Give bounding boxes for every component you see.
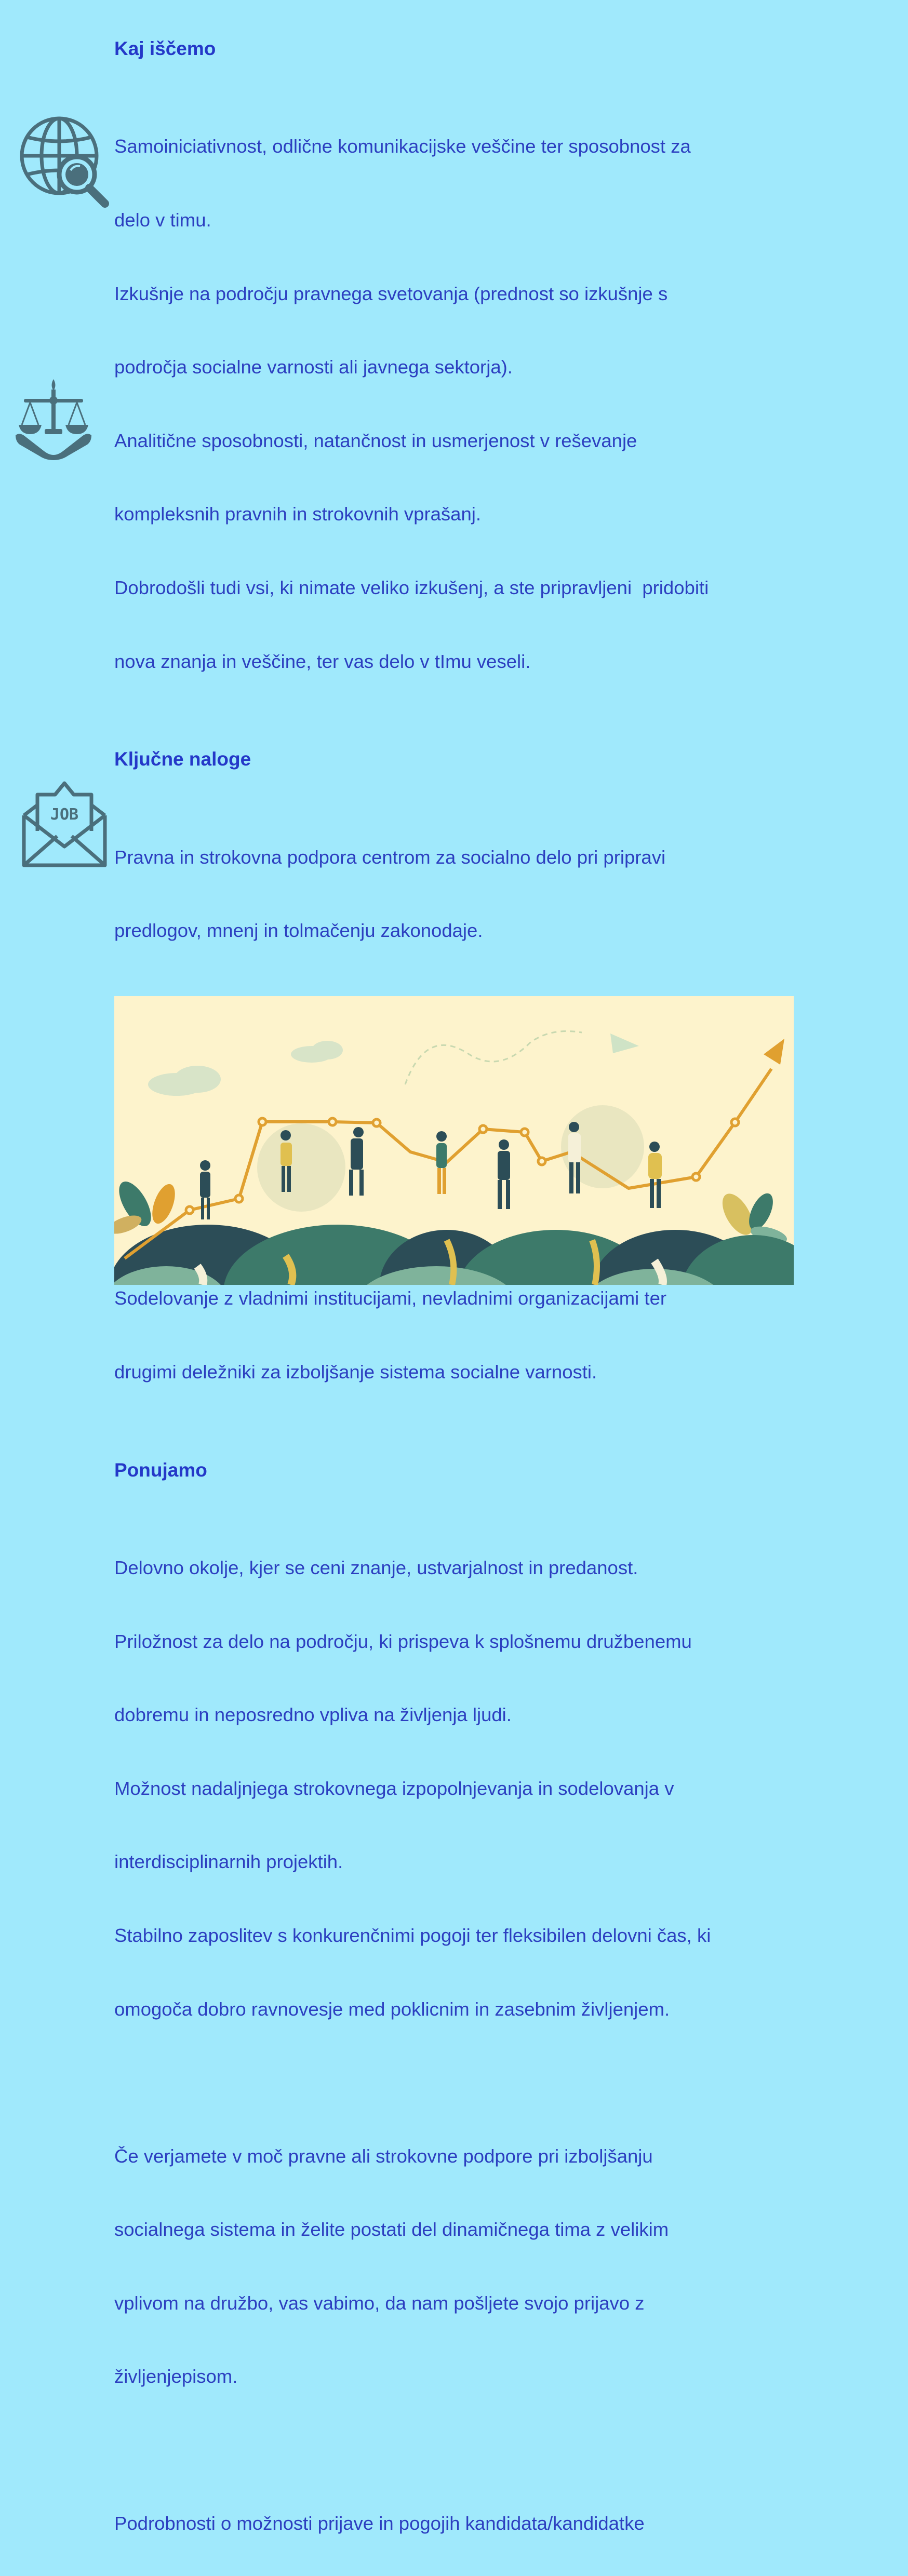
text-line: Pravna in strokovna podpora centrom za socialno delo pri pripravi bbox=[114, 846, 666, 868]
global-search-icon bbox=[19, 113, 110, 208]
text-line: delo v timu. bbox=[114, 209, 211, 231]
text-line: Dobrodošli tudi vsi, ki nimate veliko izkušenj, a ste pripravljeni pridobiti bbox=[114, 577, 709, 599]
text-line: kompleksnih pravnih in strokovnih vprašanj. bbox=[114, 503, 482, 525]
section-heading-looking-for: Kaj iščemo bbox=[114, 38, 216, 59]
justice-scales-icon bbox=[15, 378, 92, 461]
job-label: JOB bbox=[50, 806, 79, 824]
text-line: Samoiniciativnost, odlične komunikacijske veščine ter sposobnost za bbox=[114, 136, 691, 157]
text-line: Delovno okolje, kjer se ceni znanje, ustvarjalnost in predanost. bbox=[114, 1557, 638, 1578]
text-line: vplivom na družbo, vas vabimo, da nam pošljete svojo prijavo z bbox=[114, 2292, 645, 2314]
text-line: drugimi deležniki za izboljšanje sistema socialne varnosti. bbox=[114, 1361, 597, 1383]
invitation-text bbox=[114, 2095, 805, 2438]
we-offer-text bbox=[114, 1507, 805, 2071]
text-line: interdisciplinarnih projektih. bbox=[114, 1851, 343, 1873]
text-line: področja socialne varnosti ali javnega sektorja). bbox=[114, 356, 513, 378]
text-line: predlogov, mnenj in tolmačenju zakonodaje. bbox=[114, 920, 483, 942]
text-line: omogoča dobro ravnovesje med poklicnim in zasebnim življenjem. bbox=[114, 1998, 670, 2020]
text-line: socialnega sistema in želite postati del dinamičnega tima z velikim bbox=[114, 2219, 669, 2240]
section-invitation bbox=[114, 2095, 805, 2438]
section-heading-key-tasks: Ključne naloge bbox=[114, 748, 251, 770]
text-line: Če verjamete v moč pravne ali strokovne podpore pri izboljšanju bbox=[114, 2145, 653, 2167]
section-we-offer bbox=[114, 1458, 805, 2071]
details-text bbox=[114, 2462, 805, 2576]
text-line: nova znanja in veščine, ter vas delo v tImu veseli. bbox=[114, 650, 531, 672]
text-line: Stabilno zaposlitev s konkurenčnimi pogoji ter fleksibilen delovni čas, ki bbox=[114, 1925, 711, 1947]
looking-for-text bbox=[114, 85, 805, 722]
section-looking-for bbox=[114, 36, 805, 722]
text-line: Sodelovanje z vladnimi institucijami, nevladnimi organizacijami ter bbox=[114, 1287, 667, 1309]
job-envelope-icon bbox=[22, 779, 107, 868]
text-line: dobremu in neposredno vpliva na življenja ljudi. bbox=[114, 1704, 512, 1726]
text-line: življenjepisom. bbox=[114, 2366, 238, 2387]
section-heading-we-offer: Ponujamo bbox=[114, 1459, 207, 1481]
teamwork-growth-illustration bbox=[114, 996, 794, 1285]
text-line: Analitične sposobnosti, natančnost in usmerjenost v reševanje bbox=[114, 430, 637, 451]
text-line: Priložnost za delo na področju, ki prispeva k splošnemu družbenemu bbox=[114, 1630, 692, 1652]
document-body bbox=[114, 36, 805, 2576]
text-line: Izkušnje na področju pravnega svetovanja (prednost so izkušnje s bbox=[114, 283, 668, 304]
text-line: Podrobnosti o možnosti prijave in pogojih kandidata/kandidatke bbox=[114, 2513, 645, 2534]
section-details bbox=[114, 2462, 805, 2576]
text-line: Možnost nadaljnjega strokovnega izpopolnjevanja in sodelovanja v bbox=[114, 1777, 674, 1799]
